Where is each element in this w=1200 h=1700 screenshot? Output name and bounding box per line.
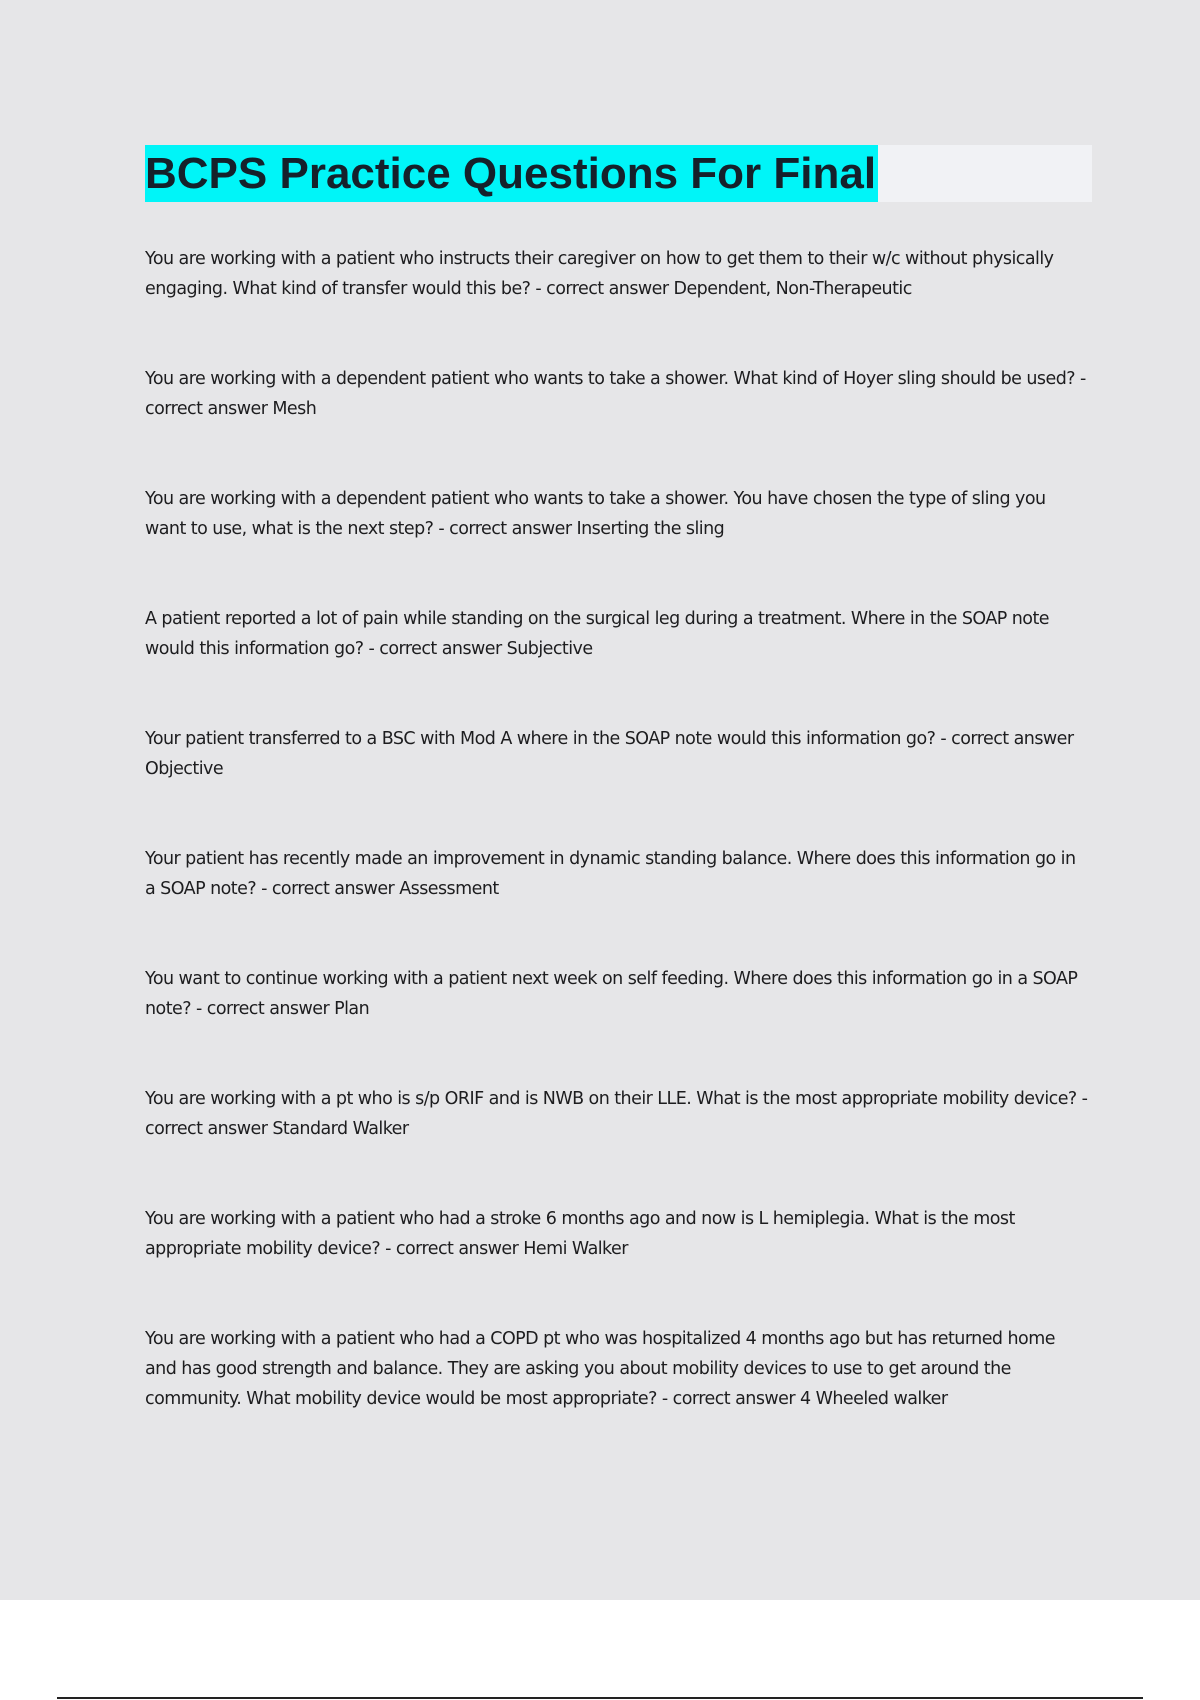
question-item: You want to continue working with a patient next week on self feeding. Where does this information go in a SOAP note? - correct answer Plan	[145, 969, 1078, 1019]
question-item: You are working with a pt who is s/p ORIF and is NWB on their LLE. What is the most appropriate mobility device? - correct answer Standard Walker	[145, 1089, 1088, 1139]
question-list	[145, 244, 1090, 1474]
question-item: Your patient has recently made an improvement in dynamic standing balance. Where does this information go in a SOAP note? - correct answer Assessment	[145, 849, 1076, 899]
question-item: Your patient transferred to a BSC with Mod A where in the SOAP note would this information go? - correct answer Objective	[145, 729, 1074, 779]
question-item: You are working with a patient who had a COPD pt who was hospitalized 4 months ago but has returned home and has good strength and balance. They are asking you about mobility devices to use to get around the community. What mobility device would be most appropriate? - correct answer 4 Wheeled walker	[145, 1329, 1055, 1409]
question-item: A patient reported a lot of pain while standing on the surgical leg during a treatment. Where in the SOAP note would this information go? - correct answer Subjective	[145, 609, 1049, 659]
question-item: You are working with a dependent patient who wants to take a shower. What kind of Hoyer sling should be used? - correct answer Mesh	[145, 369, 1086, 419]
question-item: You are working with a patient who instructs their caregiver on how to get them to their w/c without physically engaging. What kind of transfer would this be? - correct answer Dependent, Non-Therapeutic	[145, 249, 1054, 299]
footer-divider	[57, 1697, 1143, 1699]
question-item: You are working with a patient who had a stroke 6 months ago and now is L hemiplegia. What is the most appropriate mobility device? - correct answer Hemi Walker	[145, 1209, 1015, 1259]
question-item: You are working with a dependent patient who wants to take a shower. You have chosen the type of sling you want to use, what is the next step? - correct answer Inserting the sling	[145, 489, 1046, 539]
page-title: BCPS Practice Questions For Final	[145, 145, 878, 202]
